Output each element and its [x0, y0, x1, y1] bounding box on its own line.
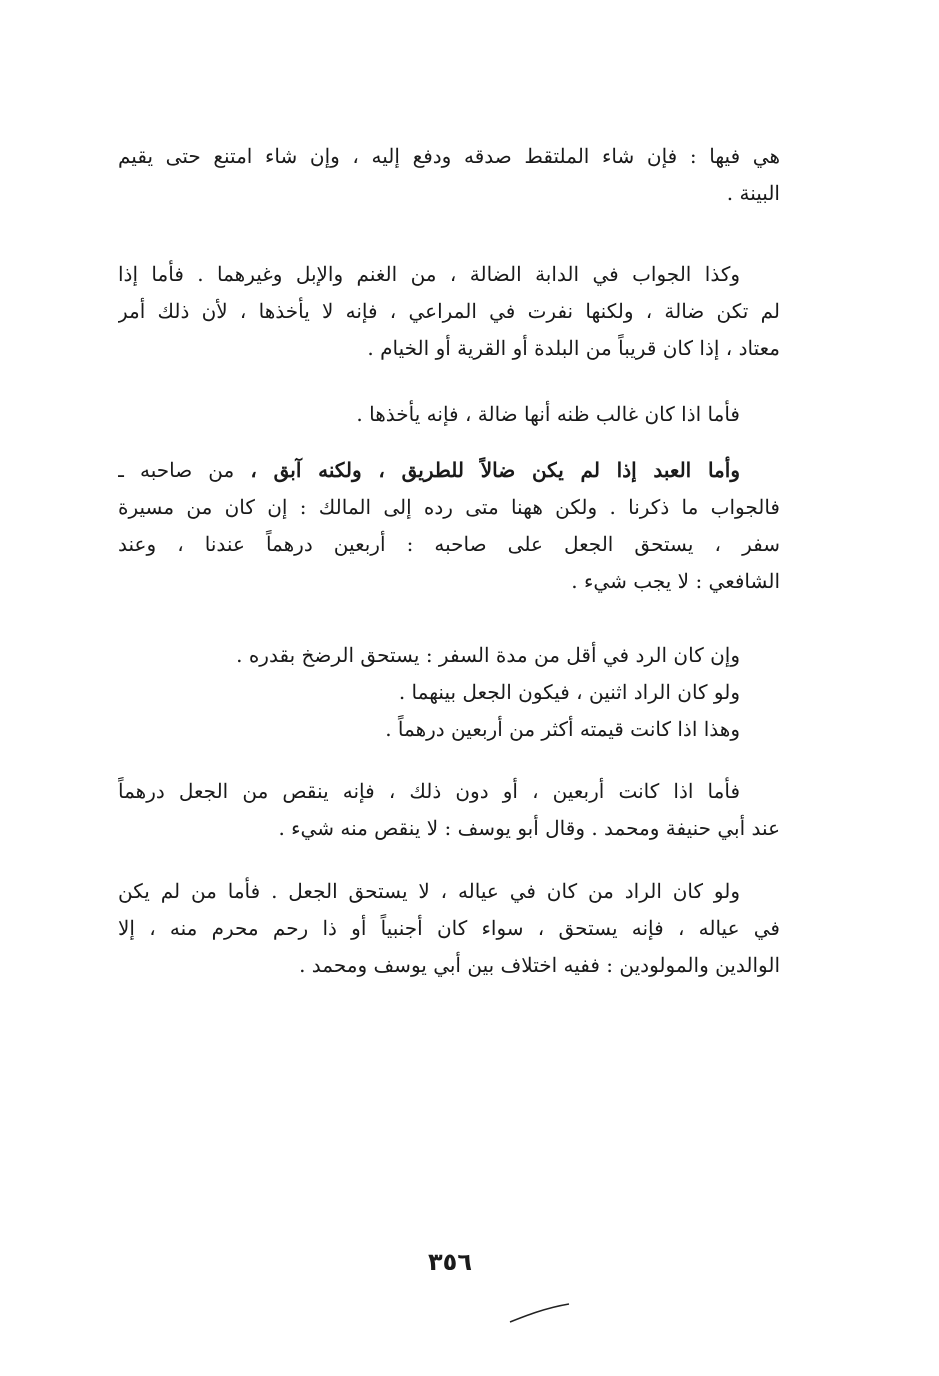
paragraph-6 — [118, 773, 780, 847]
text-line: في عياله ، فإنه يستحق ، سواء كان أجنبياً أو ذا رحم محرم منه ، إلا — [118, 916, 780, 940]
text-line: فأما اذا كان غالب ظنه أنها ضالة ، فإنه يأخذها . — [356, 402, 740, 426]
paragraph-4 — [118, 452, 780, 600]
text-line — [118, 452, 780, 489]
text-line: الوالدين والمولودين : ففيه اختلاف بين أبي يوسف ومحمد . — [299, 953, 780, 977]
text-line: ولو كان الراد من كان في عياله ، لا يستحق الجعل . فأما من لم يكن — [118, 879, 740, 903]
page-number: ٣٥٦ — [428, 1248, 472, 1276]
text-line: وإن كان الرد في أقل من مدة السفر : يستحق الرضخ بقدره . — [236, 643, 740, 667]
paragraph-5 — [118, 637, 780, 748]
text-line: الشافعي : لا يجب شيء . — [571, 569, 780, 593]
text-line: عند أبي حنيفة ومحمد . وقال أبو يوسف : لا ينقص منه شيء . — [278, 816, 780, 840]
text-line: وكذا الجواب في الدابة الضالة ، من الغنم والإبل وغيرهما . فأما إذا — [118, 262, 740, 286]
text-line: البينة . — [726, 181, 780, 205]
text-line: فأما اذا كانت أربعين ، أو دون ذلك ، فإنه ينقص من الجعل درهماً — [118, 779, 741, 803]
text-line: معتاد ، إذا كان قريباً من البلدة أو القرية أو الخيام . — [367, 336, 780, 360]
bold-heading-text: وأما العبد إذا لم يكن ضالاً للطريق ، ولكنه آبق ، — [250, 458, 740, 482]
text-line: هي فيها : فإن شاء الملتقط صدقه ودفع إليه ، وإن شاء امتنع حتى يقيم — [118, 144, 780, 168]
text-line: لم تكن ضالة ، ولكنها نفرت في المراعي ، فإنه لا يأخذها ، لأن ذلك أمر — [118, 299, 780, 323]
paragraph-2 — [118, 256, 780, 367]
text-line: ولو كان الراد اثنين ، فيكون الجعل بينهما . — [398, 680, 740, 704]
text-line: سفر ، يستحق الجعل على صاحبه : أربعين درهماً عندنا ، وعند — [118, 532, 780, 556]
paragraph-1 — [118, 138, 780, 212]
pen-stroke-mark — [505, 1298, 575, 1328]
text-line: وهذا اذا كانت قيمته أكثر من أربعين درهماً . — [385, 717, 740, 741]
paragraph-3 — [118, 396, 780, 433]
paragraph-7 — [118, 873, 780, 984]
text-line: فالجواب ما ذكرنا . ولكن ههنا متى رده إلى المالك : إن كان من مسيرة — [118, 495, 780, 519]
text-segment: من صاحبه ـ — [118, 458, 235, 482]
